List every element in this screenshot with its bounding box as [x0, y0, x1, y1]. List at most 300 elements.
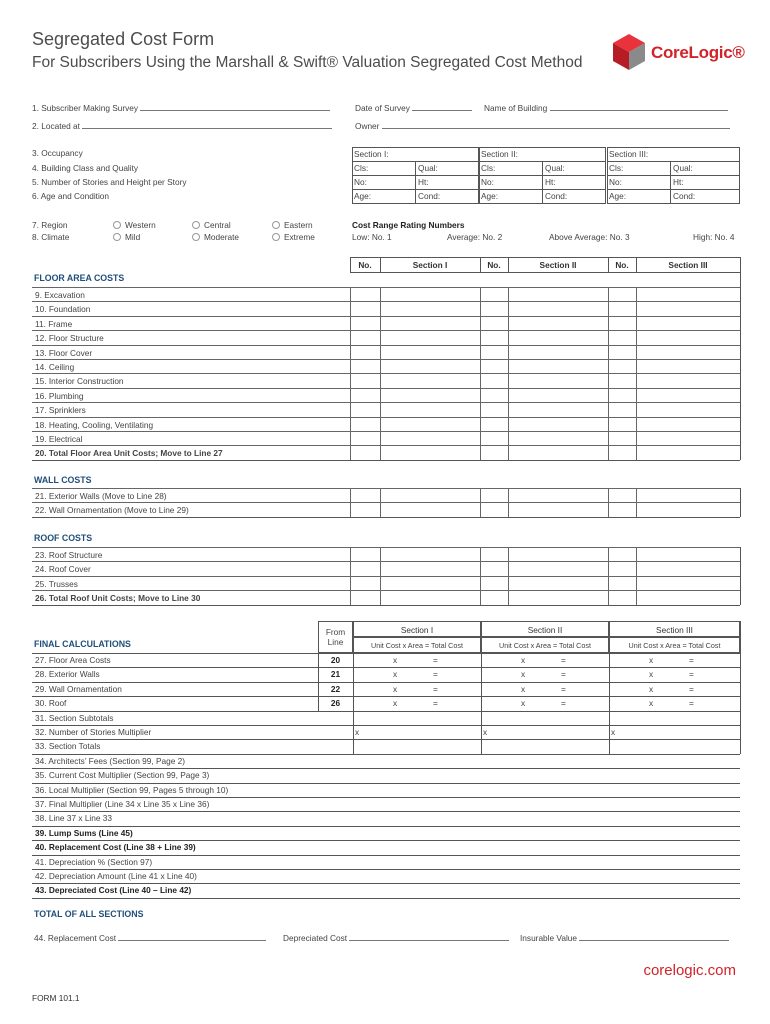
table-row: [32, 445, 740, 459]
input-cell[interactable]: [380, 446, 381, 459]
input-cell[interactable]: [380, 346, 381, 359]
radio-western[interactable]: Western: [113, 220, 156, 230]
divider: [353, 653, 354, 711]
divider: [508, 257, 509, 272]
equals-sign: =: [689, 683, 694, 694]
equals-sign: =: [433, 655, 438, 665]
section-info-qual[interactable]: Qual:: [673, 163, 693, 173]
input-cell[interactable]: [508, 317, 509, 330]
radio-moderate[interactable]: Moderate: [192, 232, 239, 242]
line-6-label: 6. Age and Condition: [32, 191, 110, 201]
final-line-label: 42. Depreciation Amount (Line 41 x Line 40): [35, 871, 197, 881]
equals-sign: =: [433, 698, 438, 709]
divider: [670, 161, 671, 204]
input-cell[interactable]: [350, 302, 351, 315]
input-cell[interactable]: [350, 331, 351, 344]
input-cell[interactable]: [350, 288, 351, 301]
subscriber-input[interactable]: [140, 103, 330, 111]
table-row: [32, 287, 740, 301]
line-4-label: 4. Building Class and Quality: [32, 163, 139, 173]
row-label: 26. Total Roof Unit Costs; Move to Line 30: [35, 593, 201, 604]
totals-title: TOTAL OF ALL SECTIONS: [34, 909, 144, 919]
input-cell[interactable]: [608, 374, 609, 387]
form-subtitle: For Subscribers Using the Marshall & Swift® Valuation Segregated Cost Method: [32, 54, 583, 71]
replacement-cost-field: 44. Replacement Cost: [34, 933, 266, 943]
input-cell[interactable]: [508, 503, 509, 516]
divider: [32, 883, 740, 884]
divider: [740, 547, 741, 605]
divider: [609, 711, 610, 754]
field-date: Date of Survey: [355, 103, 472, 113]
input-cell[interactable]: [636, 331, 637, 344]
input-cell[interactable]: [508, 591, 509, 604]
divider: [32, 696, 740, 697]
input-cell[interactable]: [608, 346, 609, 359]
input-cell[interactable]: [508, 346, 509, 359]
divider: [32, 653, 740, 654]
input-cell[interactable]: [380, 432, 381, 445]
from-line-number: 22: [330, 683, 341, 694]
multiplier-x: x: [355, 727, 360, 737]
table-row: [32, 301, 740, 315]
final-calc-title: FINAL CALCULATIONS: [34, 639, 131, 649]
input-cell[interactable]: [508, 331, 509, 344]
input-cell[interactable]: [508, 374, 509, 387]
section-info-ht[interactable]: Ht:: [545, 177, 556, 187]
form-title: Segregated Cost Form: [32, 29, 215, 49]
input-cell[interactable]: [636, 374, 637, 387]
cost-range-above: Above Average: No. 3: [549, 232, 630, 242]
divider: [740, 621, 741, 711]
radio-eastern[interactable]: Eastern: [272, 220, 313, 230]
section-info-qual[interactable]: Qual:: [418, 163, 438, 173]
input-cell[interactable]: [380, 548, 381, 561]
section-info-title: Section III:: [609, 149, 649, 159]
input-cell[interactable]: [608, 317, 609, 330]
input-cell[interactable]: [380, 403, 381, 416]
radio-mild[interactable]: Mild: [113, 232, 140, 242]
logo-text: CoreLogic®: [651, 43, 745, 62]
input-cell[interactable]: [508, 418, 509, 431]
input-cell[interactable]: [480, 577, 481, 590]
section-info-cls[interactable]: Cls:: [481, 163, 496, 173]
section-info-ht[interactable]: Ht:: [418, 177, 429, 187]
owner-input[interactable]: [382, 121, 730, 129]
divider: [32, 898, 740, 899]
footer-url[interactable]: corelogic.com: [643, 962, 736, 979]
row-label: 24. Roof Cover: [35, 564, 91, 575]
input-cell[interactable]: [350, 403, 351, 416]
row-label: 20. Total Floor Area Unit Costs; Move to Line 27: [35, 448, 223, 459]
input-cell[interactable]: [480, 418, 481, 431]
table-row: [32, 431, 740, 445]
insurable-value-input[interactable]: [579, 933, 729, 941]
table-row: [32, 417, 740, 431]
row-label: 11. Frame: [35, 318, 73, 329]
replacement-cost-input[interactable]: [118, 933, 266, 941]
table-row: [32, 561, 740, 575]
table-row: [32, 373, 740, 387]
table-row: [32, 502, 740, 516]
input-cell[interactable]: [636, 489, 637, 502]
formula-label: Unit Cost x Area = Total Cost: [628, 641, 721, 650]
input-cell[interactable]: [608, 489, 609, 502]
field-building-name: Name of Building: [484, 103, 728, 113]
table-row: [32, 388, 740, 402]
equals-sign: =: [433, 669, 438, 680]
final-line-label: 33. Section Totals: [35, 741, 101, 752]
insurable-value-field: Insurable Value: [520, 933, 729, 943]
input-cell[interactable]: [480, 548, 481, 561]
divider: [481, 653, 482, 711]
from-line-number: 21: [330, 669, 341, 680]
input-cell[interactable]: [350, 548, 351, 561]
equals-sign: =: [689, 698, 694, 709]
input-cell[interactable]: [480, 562, 481, 575]
radio-icon[interactable]: [113, 221, 121, 229]
input-cell[interactable]: [508, 403, 509, 416]
row-label: 23. Roof Structure: [35, 550, 103, 560]
input-cell[interactable]: [350, 503, 351, 516]
cost-range-title: Cost Range Rating Numbers: [352, 220, 465, 230]
input-cell[interactable]: [380, 374, 381, 387]
wall-costs-title: WALL COSTS: [34, 475, 92, 485]
input-cell[interactable]: [380, 331, 381, 344]
input-cell[interactable]: [380, 577, 381, 590]
input-cell[interactable]: [480, 403, 481, 416]
input-cell[interactable]: [636, 562, 637, 575]
input-cell[interactable]: [508, 446, 509, 459]
table-row: [32, 547, 740, 561]
input-cell[interactable]: [636, 302, 637, 315]
section-info-no[interactable]: No:: [609, 177, 622, 187]
line-7-label: 7. Region: [32, 220, 68, 230]
input-cell[interactable]: [608, 562, 609, 575]
form-number: FORM 101.1: [32, 993, 80, 1003]
input-cell[interactable]: [380, 562, 381, 575]
input-cell[interactable]: [480, 591, 481, 604]
col-no-2: No.: [487, 260, 501, 270]
final-line-label: 31. Section Subtotals: [35, 712, 114, 723]
input-cell[interactable]: [508, 360, 509, 373]
table-row: [32, 345, 740, 359]
table-row: [32, 576, 740, 590]
input-cell[interactable]: [480, 503, 481, 516]
times-sign: x: [649, 655, 654, 665]
final-line-label: 34. Architects’ Fees (Section 99, Page 2): [35, 755, 186, 766]
final-line-label: 35. Current Cost Multiplier (Section 99, Page 3): [35, 770, 210, 781]
input-cell[interactable]: [608, 389, 609, 402]
times-sign: x: [521, 683, 526, 694]
calc-line-label: 30. Roof: [35, 698, 67, 709]
divider: [607, 189, 740, 190]
section-info-cond[interactable]: Cond:: [673, 191, 696, 201]
col-section-3: Section III: [668, 260, 708, 270]
row-label: 15. Interior Construction: [35, 376, 124, 387]
input-cell[interactable]: [350, 489, 351, 502]
input-cell[interactable]: [380, 360, 381, 373]
section-info-cls[interactable]: Cls:: [354, 163, 369, 173]
section-info-age[interactable]: Age:: [481, 191, 499, 201]
equals-sign: =: [689, 669, 694, 680]
calc-line-label: 29. Wall Ornamentation: [35, 683, 122, 694]
input-cell[interactable]: [636, 446, 637, 459]
section-info-title: Section I:: [354, 149, 389, 159]
input-cell[interactable]: [636, 503, 637, 516]
divider: [32, 754, 740, 755]
table-row: [32, 330, 740, 344]
radio-icon[interactable]: [192, 233, 200, 241]
times-sign: x: [521, 698, 526, 709]
from-line-number: 20: [330, 655, 341, 665]
divider: [32, 460, 740, 461]
input-cell[interactable]: [350, 360, 351, 373]
line-8-label: 8. Climate: [32, 232, 70, 242]
input-cell[interactable]: [380, 302, 381, 315]
input-cell[interactable]: [636, 432, 637, 445]
equals-sign: =: [561, 683, 566, 694]
section-info-no[interactable]: No:: [481, 177, 494, 187]
section-info-cond[interactable]: Cond:: [545, 191, 568, 201]
input-cell[interactable]: [508, 432, 509, 445]
final-section-title: Section III: [656, 625, 693, 635]
divider: [542, 161, 543, 204]
input-cell[interactable]: [350, 346, 351, 359]
table-row: [32, 590, 740, 604]
input-cell[interactable]: [608, 591, 609, 604]
date-input[interactable]: [412, 103, 472, 111]
final-line-label: 41. Depreciation % (Section 97): [35, 856, 153, 867]
input-cell[interactable]: [608, 577, 609, 590]
input-cell[interactable]: [480, 360, 481, 373]
row-label: 18. Heating, Cooling, Ventilating: [35, 419, 154, 430]
field-located: 2. Located at: [32, 121, 332, 131]
radio-central[interactable]: Central: [192, 220, 231, 230]
input-cell[interactable]: [380, 591, 381, 604]
divider: [32, 667, 740, 668]
row-label: 12. Floor Structure: [35, 333, 104, 344]
calc-line-label: 27. Floor Area Costs: [35, 655, 111, 665]
col-no-3: No.: [615, 260, 629, 270]
cost-range-low: Low: No. 1: [352, 232, 392, 242]
input-cell[interactable]: [508, 489, 509, 502]
row-label: 10. Foundation: [35, 304, 91, 315]
final-line-label: 37. Final Multiplier (Line 34 x Line 35 x Line 36): [35, 799, 210, 809]
row-label: 9. Excavation: [35, 290, 85, 300]
table-row: [32, 488, 740, 502]
times-sign: x: [393, 698, 398, 709]
radio-icon[interactable]: [113, 233, 121, 241]
equals-sign: =: [561, 698, 566, 709]
input-cell[interactable]: [636, 288, 637, 301]
times-sign: x: [393, 669, 398, 680]
input-cell[interactable]: [608, 331, 609, 344]
times-sign: x: [649, 683, 654, 694]
equals-sign: =: [689, 655, 694, 665]
input-cell[interactable]: [608, 446, 609, 459]
divider: [32, 739, 740, 740]
input-cell[interactable]: [480, 331, 481, 344]
input-cell[interactable]: [350, 389, 351, 402]
times-sign: x: [393, 683, 398, 694]
input-cell[interactable]: [636, 577, 637, 590]
input-cell[interactable]: [608, 288, 609, 301]
divider: [32, 797, 740, 798]
input-cell[interactable]: [636, 317, 637, 330]
input-cell[interactable]: [480, 317, 481, 330]
formula-label: Unit Cost x Area = Total Cost: [371, 641, 463, 650]
input-cell[interactable]: [350, 317, 351, 330]
input-cell[interactable]: [480, 374, 481, 387]
input-cell[interactable]: [608, 360, 609, 373]
input-cell[interactable]: [608, 503, 609, 516]
section-info-cls[interactable]: Cls:: [609, 163, 624, 173]
divider: [32, 811, 740, 812]
input-cell[interactable]: [480, 302, 481, 315]
input-cell[interactable]: [608, 432, 609, 445]
input-cell[interactable]: [480, 489, 481, 502]
depreciated-cost-input[interactable]: [349, 933, 509, 941]
final-line-label: 38. Line 37 x Line 33: [35, 813, 113, 824]
input-cell[interactable]: [608, 403, 609, 416]
divider: [32, 711, 740, 712]
row-label: 16. Plumbing: [35, 390, 84, 401]
times-sign: x: [393, 655, 398, 665]
multiplier-x: x: [611, 727, 616, 737]
divider: [380, 257, 381, 272]
input-cell[interactable]: [350, 446, 351, 459]
divider: [740, 488, 741, 517]
divider: [609, 653, 610, 711]
section-info-ht[interactable]: Ht:: [673, 177, 684, 187]
radio-extreme[interactable]: Extreme: [272, 232, 315, 242]
input-cell[interactable]: [380, 317, 381, 330]
input-cell[interactable]: [380, 288, 381, 301]
located-input[interactable]: [82, 121, 332, 129]
input-cell[interactable]: [508, 302, 509, 315]
input-cell[interactable]: [508, 577, 509, 590]
divider: [32, 855, 740, 856]
input-cell[interactable]: [380, 418, 381, 431]
multiplier-x: x: [483, 727, 488, 737]
divider: [350, 257, 351, 272]
input-cell[interactable]: [636, 346, 637, 359]
from-line-label: From Line: [325, 627, 346, 647]
input-cell[interactable]: [350, 432, 351, 445]
final-line-label: 36. Local Multiplier (Section 99, Pages 5 through 10): [35, 784, 229, 795]
input-cell[interactable]: [608, 418, 609, 431]
input-cell[interactable]: [508, 389, 509, 402]
input-cell[interactable]: [350, 562, 351, 575]
equals-sign: =: [561, 669, 566, 680]
table-row: [32, 359, 740, 373]
depreciated-cost-field: Depreciated Cost: [283, 933, 509, 943]
radio-icon[interactable]: [272, 233, 280, 241]
divider: [415, 161, 416, 204]
divider: [607, 175, 740, 176]
input-cell[interactable]: [480, 346, 481, 359]
line-3-label: 3. Occupancy: [32, 148, 83, 158]
divider: [480, 257, 481, 272]
final-section-title: Section II: [527, 625, 563, 635]
divider: [636, 257, 637, 272]
cost-range-high: High: No. 4: [693, 232, 735, 242]
input-cell[interactable]: [508, 548, 509, 561]
input-cell[interactable]: [350, 374, 351, 387]
divider: [32, 517, 740, 518]
section-info-cond[interactable]: Cond:: [418, 191, 441, 201]
final-section-title: Section I: [400, 625, 434, 635]
divider: [32, 768, 740, 769]
row-label: 17. Sprinklers: [35, 405, 86, 416]
input-cell[interactable]: [636, 591, 637, 604]
input-cell[interactable]: [636, 418, 637, 431]
section-info-age[interactable]: Age:: [354, 191, 372, 201]
input-cell[interactable]: [636, 360, 637, 373]
divider: [353, 711, 354, 754]
input-cell[interactable]: [608, 302, 609, 315]
roof-costs-title: ROOF COSTS: [34, 533, 93, 543]
row-label: 14. Ceiling: [35, 362, 75, 372]
input-cell[interactable]: [636, 548, 637, 561]
radio-icon[interactable]: [192, 221, 200, 229]
line-5-label: 5. Number of Stories and Height per Story: [32, 177, 187, 187]
input-cell[interactable]: [380, 489, 381, 502]
building-name-input[interactable]: [550, 103, 728, 111]
divider: [350, 257, 740, 258]
divider: [32, 840, 740, 841]
divider: [481, 711, 482, 754]
col-no-1: No.: [358, 260, 372, 270]
field-owner: Owner: [355, 121, 730, 131]
section-info-qual[interactable]: Qual:: [545, 163, 565, 173]
calc-line-label: 28. Exterior Walls: [35, 669, 100, 680]
divider: [607, 161, 740, 162]
input-cell[interactable]: [480, 288, 481, 301]
radio-icon[interactable]: [272, 221, 280, 229]
input-cell[interactable]: [380, 503, 381, 516]
input-cell[interactable]: [380, 389, 381, 402]
corelogic-cube-icon: [611, 32, 647, 72]
input-cell[interactable]: [480, 389, 481, 402]
input-cell[interactable]: [508, 288, 509, 301]
row-label: 21. Exterior Walls (Move to Line 28): [35, 491, 167, 501]
section-info-no[interactable]: No:: [354, 177, 367, 187]
times-sign: x: [521, 669, 526, 680]
section-info-title: Section II:: [481, 149, 518, 159]
input-cell[interactable]: [350, 418, 351, 431]
divider: [740, 711, 741, 754]
input-cell[interactable]: [350, 591, 351, 604]
times-sign: x: [649, 669, 654, 680]
from-line-number: 26: [330, 698, 341, 709]
divider: [32, 869, 740, 870]
final-line-label: 32. Number of Stories Multiplier: [35, 727, 152, 737]
input-cell[interactable]: [636, 403, 637, 416]
input-cell[interactable]: [636, 389, 637, 402]
col-section-2: Section II: [539, 260, 577, 270]
row-label: 22. Wall Ornamentation (Move to Line 29): [35, 505, 189, 516]
input-cell[interactable]: [480, 432, 481, 445]
times-sign: x: [521, 655, 526, 665]
input-cell[interactable]: [508, 562, 509, 575]
input-cell[interactable]: [350, 577, 351, 590]
divider: [32, 605, 740, 606]
section-info-age[interactable]: Age:: [609, 191, 627, 201]
input-cell[interactable]: [608, 548, 609, 561]
divider: [608, 257, 609, 272]
input-cell[interactable]: [480, 446, 481, 459]
